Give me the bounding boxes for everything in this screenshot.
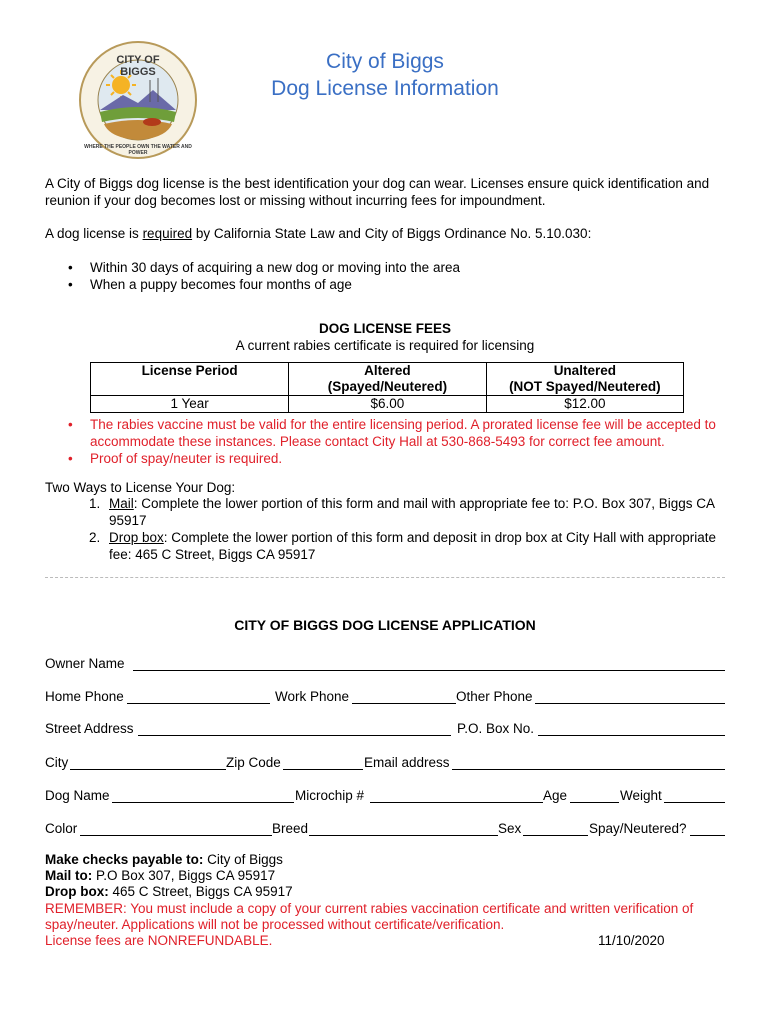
remember-notice: REMEMBER: You must include a copy of your current rabies vaccination certificate and written verification of spay/neuter. Applications will not be processed without certificate/verification. bbox=[45, 901, 694, 932]
fees-header-altered: Altered (Spayed/Neutered) bbox=[289, 363, 487, 396]
fee-note: • Proof of spay/neuter is required. bbox=[68, 451, 283, 466]
age-label: Age bbox=[543, 788, 568, 803]
drop-box-address: Drop box: 465 C Street, Biggs CA 95917 bbox=[45, 884, 293, 899]
ways-heading: Two Ways to License Your Dog: bbox=[45, 480, 236, 495]
seal-motto: WHERE THE PEOPLE OWN THE WATER AND POWER bbox=[84, 144, 192, 156]
po-box-field[interactable] bbox=[538, 721, 725, 736]
work-phone-field[interactable] bbox=[352, 689, 456, 704]
fees-heading: DOG LICENSE FEES bbox=[318, 321, 452, 336]
age-field[interactable] bbox=[570, 788, 619, 803]
color-label: Color bbox=[45, 821, 78, 836]
spay-neutered-field[interactable] bbox=[690, 821, 725, 836]
list-item: • Within 30 days of acquiring a new dog or moving into the area bbox=[68, 260, 460, 275]
spay-neutered-label: Spay/Neutered? bbox=[589, 821, 687, 836]
other-phone-field[interactable] bbox=[535, 689, 725, 704]
sex-label: Sex bbox=[498, 821, 522, 836]
city-field[interactable] bbox=[70, 755, 226, 770]
page-title: City of Biggs bbox=[326, 50, 444, 73]
home-phone-field[interactable] bbox=[127, 689, 270, 704]
weight-label: Weight bbox=[620, 788, 662, 803]
mail-to: Mail to: P.O Box 307, Biggs CA 95917 bbox=[45, 868, 276, 883]
cut-line-divider bbox=[45, 577, 725, 578]
owner-name-field[interactable] bbox=[133, 656, 725, 671]
weight-field[interactable] bbox=[664, 788, 725, 803]
requirement-paragraph: A dog license is required by California State Law and City of Biggs Ordinance No. 5.10.030: bbox=[45, 226, 592, 241]
breed-label: Breed bbox=[272, 821, 309, 836]
nonrefundable-notice: License fees are NONREFUNDABLE. bbox=[45, 933, 273, 948]
fees-cell-altered: $6.00 bbox=[289, 396, 487, 413]
other-phone-label: Other Phone bbox=[456, 689, 533, 704]
fees-table bbox=[90, 362, 684, 413]
email-label: Email address bbox=[364, 755, 450, 770]
fees-cell-unaltered: $12.00 bbox=[486, 396, 683, 413]
street-address-label: Street Address bbox=[45, 721, 134, 736]
zip-code-field[interactable] bbox=[283, 755, 363, 770]
fees-header-unaltered: Unaltered (NOT Spayed/Neutered) bbox=[486, 363, 683, 396]
way-dropbox: 2. Drop box: Complete the lower portion of this form and deposit in drop box at City Hall with appropriate fee: 465 C Street, Biggs CA 95917 bbox=[89, 530, 717, 562]
microchip-field[interactable] bbox=[370, 788, 543, 803]
dog-name-field[interactable] bbox=[112, 788, 294, 803]
fees-cell-period: 1 Year bbox=[91, 396, 289, 413]
document-date: 11/10/2020 bbox=[598, 933, 665, 948]
owner-name-label: Owner Name bbox=[45, 656, 125, 671]
fees-subheading: A current rabies certificate is required for licensing bbox=[235, 338, 535, 353]
color-field[interactable] bbox=[80, 821, 272, 836]
dog-name-label: Dog Name bbox=[45, 788, 110, 803]
list-item: • When a puppy becomes four months of age bbox=[68, 277, 352, 292]
checks-payable: Make checks payable to: City of Biggs bbox=[45, 852, 283, 867]
seal-text: CITY OF BIGGS bbox=[116, 54, 160, 78]
intro-paragraph: A City of Biggs dog license is the best identification your dog can wear. Licenses ensure quick identification and reunion if your dog becomes lost or missing without incurring fees for impoundment. bbox=[45, 176, 710, 208]
zip-code-label: Zip Code bbox=[226, 755, 281, 770]
email-field[interactable] bbox=[452, 755, 725, 770]
po-box-label: P.O. Box No. bbox=[457, 721, 535, 736]
sex-field[interactable] bbox=[523, 821, 588, 836]
application-heading: CITY OF BIGGS DOG LICENSE APPLICATION bbox=[234, 617, 536, 633]
microchip-label: Microchip # bbox=[295, 788, 365, 803]
page-subtitle: Dog License Information bbox=[271, 77, 499, 100]
street-address-field[interactable] bbox=[138, 721, 451, 736]
work-phone-label: Work Phone bbox=[275, 689, 350, 704]
required-word: required bbox=[142, 226, 193, 241]
city-label: City bbox=[45, 755, 69, 770]
breed-field[interactable] bbox=[309, 821, 498, 836]
fee-note: • The rabies vaccine must be valid for the entire licensing period. A prorated license fee will be accepted to accommodate these instances. Please contact City Hall at 530-868-5493 for correct fee amount. bbox=[68, 417, 716, 449]
way-mail: 1. Mail: Complete the lower portion of this form and mail with appropriate fee to: P.O. Box 307, Biggs CA 95917 bbox=[89, 496, 715, 528]
home-phone-label: Home Phone bbox=[45, 689, 124, 704]
fees-header-period: License Period bbox=[91, 363, 289, 396]
